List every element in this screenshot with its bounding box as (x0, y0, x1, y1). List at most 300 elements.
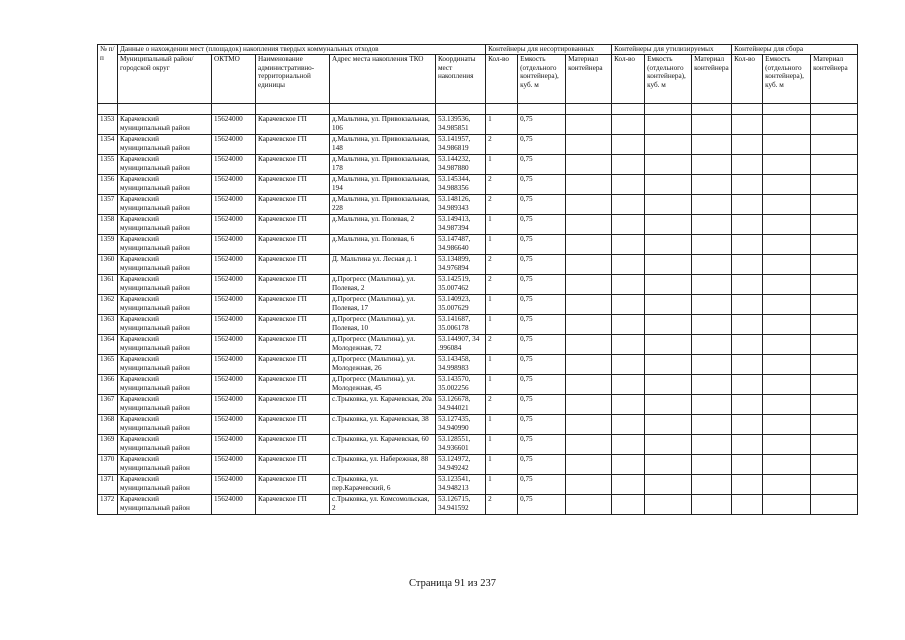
empty-cell (763, 315, 811, 335)
capacity-cell: 0,75 (518, 135, 566, 155)
oktmo-cell: 15624000 (212, 195, 256, 215)
table-row (98, 275, 858, 295)
spacer-cell (692, 104, 732, 115)
empty-cell (811, 215, 858, 235)
empty-cell (566, 375, 612, 395)
row-number: 1364 (98, 335, 118, 355)
empty-cell (612, 175, 645, 195)
table-row (98, 235, 858, 255)
empty-cell (763, 115, 811, 135)
coordinates-cell: 53.127435, 34.940990 (436, 415, 486, 435)
qty-cell: 1 (486, 475, 518, 495)
empty-cell (645, 155, 692, 175)
empty-cell (763, 255, 811, 275)
table-row (98, 415, 858, 435)
empty-cell (763, 355, 811, 375)
empty-cell (566, 495, 612, 515)
address-cell: с.Трыковка, ул. пер.Карачевский, 6 (330, 475, 436, 495)
empty-cell (566, 395, 612, 415)
empty-cell (811, 355, 858, 375)
empty-cell (692, 175, 732, 195)
territory-cell: Карачевское ГП (256, 355, 330, 375)
territory-cell: Карачевское ГП (256, 235, 330, 255)
empty-cell (645, 455, 692, 475)
header-recycle-group: Контейнеры для утилизируемых (612, 45, 732, 55)
territory-cell: Карачевское ГП (256, 275, 330, 295)
table-row (98, 215, 858, 235)
empty-cell (612, 455, 645, 475)
table-row (98, 155, 858, 175)
empty-cell (811, 235, 858, 255)
municipality-cell: Карачевский муниципальный район (118, 255, 212, 275)
row-number: 1372 (98, 495, 118, 515)
header-capacity: Емкость (отдельного контейнера), куб. м (518, 55, 566, 104)
capacity-cell: 0,75 (518, 375, 566, 395)
empty-cell (692, 115, 732, 135)
header-unsorted-group: Контейнеры для несортированных (486, 45, 612, 55)
empty-cell (763, 335, 811, 355)
capacity-cell: 0,75 (518, 155, 566, 175)
empty-cell (763, 175, 811, 195)
coordinates-cell: 53.128551, 34.936601 (436, 435, 486, 455)
empty-cell (732, 175, 763, 195)
empty-cell (763, 195, 811, 215)
row-number: 1361 (98, 275, 118, 295)
empty-cell (732, 155, 763, 175)
municipality-cell: Карачевский муниципальный район (118, 175, 212, 195)
coordinates-cell: 53.145344, 34.988356 (436, 175, 486, 195)
address-cell: д.Мальтина, ул. Полевая, 6 (330, 235, 436, 255)
empty-cell (645, 435, 692, 455)
empty-cell (566, 455, 612, 475)
spacer-cell (330, 104, 436, 115)
empty-cell (763, 235, 811, 255)
empty-cell (811, 275, 858, 295)
qty-cell: 1 (486, 435, 518, 455)
empty-cell (645, 275, 692, 295)
row-number: 1365 (98, 355, 118, 375)
empty-cell (566, 295, 612, 315)
empty-cell (692, 375, 732, 395)
territory-cell: Карачевское ГП (256, 215, 330, 235)
page-number: Страница 91 из 237 (409, 578, 496, 589)
oktmo-cell: 15624000 (212, 375, 256, 395)
oktmo-cell: 15624000 (212, 315, 256, 335)
table-row (98, 355, 858, 375)
empty-cell (612, 435, 645, 455)
spacer-cell (436, 104, 486, 115)
header-material: Материал контейнера (566, 55, 612, 104)
empty-cell (692, 215, 732, 235)
coordinates-cell: 53.140923, 35.007629 (436, 295, 486, 315)
coordinates-cell: 53.147487, 34.986640 (436, 235, 486, 255)
empty-cell (732, 235, 763, 255)
empty-cell (645, 295, 692, 315)
capacity-cell: 0,75 (518, 235, 566, 255)
empty-cell (645, 115, 692, 135)
row-number: 1359 (98, 235, 118, 255)
table-row (98, 395, 858, 415)
header-row-columns (98, 55, 858, 104)
empty-cell (811, 315, 858, 335)
qty-cell: 1 (486, 295, 518, 315)
capacity-cell: 0,75 (518, 255, 566, 275)
empty-cell (645, 175, 692, 195)
territory-cell: Карачевское ГП (256, 195, 330, 215)
territory-cell: Карачевское ГП (256, 475, 330, 495)
address-cell: д.Прогресс (Мальтина), ул. Полевая, 10 (330, 315, 436, 335)
waste-sites-table (97, 44, 858, 515)
empty-cell (692, 195, 732, 215)
empty-cell (732, 275, 763, 295)
header-collect-group: Контейнеры для сбора (732, 45, 858, 55)
empty-cell (692, 295, 732, 315)
capacity-cell: 0,75 (518, 395, 566, 415)
empty-cell (811, 255, 858, 275)
header-spacer-row (98, 104, 858, 115)
address-cell: д.Мальтина, ул. Привокзальная, 194 (330, 175, 436, 195)
empty-cell (612, 375, 645, 395)
territory-cell: Карачевское ГП (256, 495, 330, 515)
table-row (98, 375, 858, 395)
qty-cell: 2 (486, 195, 518, 215)
row-number: 1371 (98, 475, 118, 495)
row-number: 1368 (98, 415, 118, 435)
empty-cell (566, 215, 612, 235)
empty-cell (732, 195, 763, 215)
oktmo-cell: 15624000 (212, 255, 256, 275)
empty-cell (692, 495, 732, 515)
empty-cell (645, 235, 692, 255)
oktmo-cell: 15624000 (212, 415, 256, 435)
table-row (98, 335, 858, 355)
municipality-cell: Карачевский муниципальный район (118, 375, 212, 395)
address-cell: д.Прогресс (Мальтина), ул. Молодежная, 45 (330, 375, 436, 395)
empty-cell (566, 315, 612, 335)
spacer-cell (645, 104, 692, 115)
address-cell: д.Прогресс (Мальтина), ул. Молодежная, 26 (330, 355, 436, 375)
capacity-cell: 0,75 (518, 315, 566, 335)
oktmo-cell: 15624000 (212, 355, 256, 375)
empty-cell (612, 495, 645, 515)
empty-cell (612, 255, 645, 275)
address-cell: д.Мальтина, ул. Привокзальная, 148 (330, 135, 436, 155)
address-cell: с.Трыковка, ул. Комсомольская, 2 (330, 495, 436, 515)
empty-cell (566, 115, 612, 135)
municipality-cell: Карачевский муниципальный район (118, 135, 212, 155)
municipality-cell: Карачевский муниципальный район (118, 355, 212, 375)
empty-cell (732, 135, 763, 155)
row-number: 1355 (98, 155, 118, 175)
capacity-cell: 0,75 (518, 475, 566, 495)
row-number: 1354 (98, 135, 118, 155)
header-qty-2: Кол-во (612, 55, 645, 104)
empty-cell (612, 295, 645, 315)
empty-cell (645, 255, 692, 275)
empty-cell (612, 415, 645, 435)
spacer-cell (98, 104, 118, 115)
municipality-cell: Карачевский муниципальный район (118, 215, 212, 235)
qty-cell: 1 (486, 415, 518, 435)
oktmo-cell: 15624000 (212, 495, 256, 515)
row-number: 1360 (98, 255, 118, 275)
municipality-cell: Карачевский муниципальный район (118, 495, 212, 515)
row-number: 1369 (98, 435, 118, 455)
municipality-cell: Карачевский муниципальный район (118, 475, 212, 495)
territory-cell: Карачевское ГП (256, 295, 330, 315)
empty-cell (692, 255, 732, 275)
municipality-cell: Карачевский муниципальный район (118, 315, 212, 335)
table-row (98, 175, 858, 195)
row-number: 1370 (98, 455, 118, 475)
row-number: 1366 (98, 375, 118, 395)
oktmo-cell: 15624000 (212, 295, 256, 315)
territory-cell: Карачевское ГП (256, 395, 330, 415)
empty-cell (763, 475, 811, 495)
spacer-cell (811, 104, 858, 115)
qty-cell: 2 (486, 495, 518, 515)
table-row (98, 255, 858, 275)
empty-cell (732, 395, 763, 415)
row-number: 1367 (98, 395, 118, 415)
empty-cell (612, 275, 645, 295)
municipality-cell: Карачевский муниципальный район (118, 295, 212, 315)
spacer-cell (612, 104, 645, 115)
empty-cell (612, 335, 645, 355)
empty-cell (566, 275, 612, 295)
municipality-cell: Карачевский муниципальный район (118, 435, 212, 455)
empty-cell (692, 475, 732, 495)
oktmo-cell: 15624000 (212, 275, 256, 295)
qty-cell: 1 (486, 315, 518, 335)
address-cell: с.Трыковка, ул. Набережная, 88 (330, 455, 436, 475)
header-num: № п/п (98, 45, 118, 104)
header-capacity-2: Емкость (отдельного контейнера), куб. м (645, 55, 692, 104)
empty-cell (732, 495, 763, 515)
coordinates-cell: 53.126678, 34.944021 (436, 395, 486, 415)
spacer-cell (566, 104, 612, 115)
spacer-cell (732, 104, 763, 115)
empty-cell (732, 315, 763, 335)
qty-cell: 1 (486, 215, 518, 235)
oktmo-cell: 15624000 (212, 435, 256, 455)
empty-cell (811, 455, 858, 475)
oktmo-cell: 15624000 (212, 475, 256, 495)
header-capacity-3: Емкость (отдельного контейнера), куб. м (763, 55, 811, 104)
address-cell: Д. Мальтина ул. Лесная д. 1 (330, 255, 436, 275)
qty-cell: 1 (486, 235, 518, 255)
table-row (98, 455, 858, 475)
capacity-cell: 0,75 (518, 175, 566, 195)
empty-cell (811, 115, 858, 135)
spacer-cell (118, 104, 212, 115)
header-oktmo: ОКТМО (212, 55, 256, 104)
empty-cell (566, 155, 612, 175)
coordinates-cell: 53.142519, 35.007462 (436, 275, 486, 295)
capacity-cell: 0,75 (518, 215, 566, 235)
territory-cell: Карачевское ГП (256, 335, 330, 355)
empty-cell (566, 255, 612, 275)
table-row (98, 295, 858, 315)
oktmo-cell: 15624000 (212, 215, 256, 235)
capacity-cell: 0,75 (518, 415, 566, 435)
territory-cell: Карачевское ГП (256, 435, 330, 455)
empty-cell (612, 115, 645, 135)
oktmo-cell: 15624000 (212, 335, 256, 355)
table-row (98, 495, 858, 515)
empty-cell (732, 375, 763, 395)
empty-cell (566, 335, 612, 355)
row-number: 1362 (98, 295, 118, 315)
empty-cell (612, 395, 645, 415)
qty-cell: 1 (486, 155, 518, 175)
oktmo-cell: 15624000 (212, 455, 256, 475)
territory-cell: Карачевское ГП (256, 175, 330, 195)
empty-cell (612, 155, 645, 175)
qty-cell: 2 (486, 395, 518, 415)
empty-cell (732, 355, 763, 375)
header-location-group: Данные о нахождении мест (площадок) накопления твердых коммунальных отходов (118, 45, 486, 55)
qty-cell: 1 (486, 455, 518, 475)
qty-cell: 1 (486, 355, 518, 375)
empty-cell (612, 355, 645, 375)
empty-cell (811, 475, 858, 495)
empty-cell (645, 195, 692, 215)
header-material-3: Материал контейнера (811, 55, 858, 104)
empty-cell (732, 415, 763, 435)
territory-cell: Карачевское ГП (256, 115, 330, 135)
capacity-cell: 0,75 (518, 115, 566, 135)
empty-cell (692, 455, 732, 475)
empty-cell (732, 455, 763, 475)
capacity-cell: 0,75 (518, 435, 566, 455)
address-cell: д.Прогресс (Мальтина), ул. Молодежная, 72 (330, 335, 436, 355)
empty-cell (732, 475, 763, 495)
address-cell: д.Прогресс (Мальтина), ул. Полевая, 2 (330, 275, 436, 295)
empty-cell (692, 435, 732, 455)
header-municipality: Муниципальный район/городской округ (118, 55, 212, 104)
qty-cell: 2 (486, 275, 518, 295)
header-material-2: Материал контейнера (692, 55, 732, 104)
empty-cell (645, 395, 692, 415)
empty-cell (645, 135, 692, 155)
empty-cell (811, 395, 858, 415)
row-number: 1358 (98, 215, 118, 235)
territory-cell: Карачевское ГП (256, 375, 330, 395)
empty-cell (692, 335, 732, 355)
municipality-cell: Карачевский муниципальный район (118, 115, 212, 135)
qty-cell: 1 (486, 375, 518, 395)
empty-cell (811, 335, 858, 355)
table-row (98, 135, 858, 155)
empty-cell (763, 135, 811, 155)
table-row (98, 315, 858, 335)
empty-cell (566, 135, 612, 155)
empty-cell (763, 395, 811, 415)
oktmo-cell: 15624000 (212, 395, 256, 415)
empty-cell (645, 355, 692, 375)
coordinates-cell: 53.143458, 34.998983 (436, 355, 486, 375)
qty-cell: 2 (486, 255, 518, 275)
empty-cell (566, 415, 612, 435)
empty-cell (645, 215, 692, 235)
empty-cell (692, 135, 732, 155)
empty-cell (645, 375, 692, 395)
spacer-cell (763, 104, 811, 115)
coordinates-cell: 53.123541, 34.948213 (436, 475, 486, 495)
empty-cell (763, 215, 811, 235)
header-row-groups (98, 45, 858, 55)
coordinates-cell: 53.143570, 35.002256 (436, 375, 486, 395)
row-number: 1363 (98, 315, 118, 335)
empty-cell (811, 175, 858, 195)
empty-cell (811, 415, 858, 435)
header-qty-3: Кол-во (732, 55, 763, 104)
table-row (98, 115, 858, 135)
address-cell: д.Мальтина, ул. Полевая, 2 (330, 215, 436, 235)
empty-cell (763, 495, 811, 515)
capacity-cell: 0,75 (518, 355, 566, 375)
coordinates-cell: 53.134899, 34.976894 (436, 255, 486, 275)
coordinates-cell: 53.144232, 34.987880 (436, 155, 486, 175)
empty-cell (811, 495, 858, 515)
empty-cell (732, 435, 763, 455)
empty-cell (692, 155, 732, 175)
municipality-cell: Карачевский муниципальный район (118, 235, 212, 255)
coordinates-cell: 53.124972, 34.949242 (436, 455, 486, 475)
spacer-cell (256, 104, 330, 115)
address-cell: с.Трыковка, ул. Карачевская, 20а (330, 395, 436, 415)
row-number: 1356 (98, 175, 118, 195)
empty-cell (612, 235, 645, 255)
address-cell: с.Трыковка, ул. Карачевская, 60 (330, 435, 436, 455)
qty-cell: 2 (486, 175, 518, 195)
table-row (98, 435, 858, 455)
empty-cell (732, 255, 763, 275)
empty-cell (763, 295, 811, 315)
empty-cell (692, 315, 732, 335)
empty-cell (612, 135, 645, 155)
capacity-cell: 0,75 (518, 195, 566, 215)
empty-cell (763, 415, 811, 435)
empty-cell (811, 155, 858, 175)
coordinates-cell: 53.139536, 34.985851 (436, 115, 486, 135)
empty-cell (811, 295, 858, 315)
oktmo-cell: 15624000 (212, 115, 256, 135)
municipality-cell: Карачевский муниципальный район (118, 415, 212, 435)
empty-cell (732, 295, 763, 315)
coordinates-cell: 53.144907, 34 .996084 (436, 335, 486, 355)
address-cell: д.Мальтина, ул. Привокзальная, 228 (330, 195, 436, 215)
capacity-cell: 0,75 (518, 335, 566, 355)
qty-cell: 2 (486, 135, 518, 155)
header-qty: Кол-во (486, 55, 518, 104)
row-number: 1357 (98, 195, 118, 215)
municipality-cell: Карачевский муниципальный район (118, 275, 212, 295)
empty-cell (811, 195, 858, 215)
empty-cell (692, 355, 732, 375)
empty-cell (763, 275, 811, 295)
empty-cell (811, 435, 858, 455)
territory-cell: Карачевское ГП (256, 255, 330, 275)
territory-cell: Карачевское ГП (256, 155, 330, 175)
empty-cell (612, 475, 645, 495)
empty-cell (732, 335, 763, 355)
row-number: 1353 (98, 115, 118, 135)
qty-cell: 1 (486, 115, 518, 135)
municipality-cell: Карачевский муниципальный район (118, 195, 212, 215)
header-territory: Наименование административно-территориальной единицы (256, 55, 330, 104)
